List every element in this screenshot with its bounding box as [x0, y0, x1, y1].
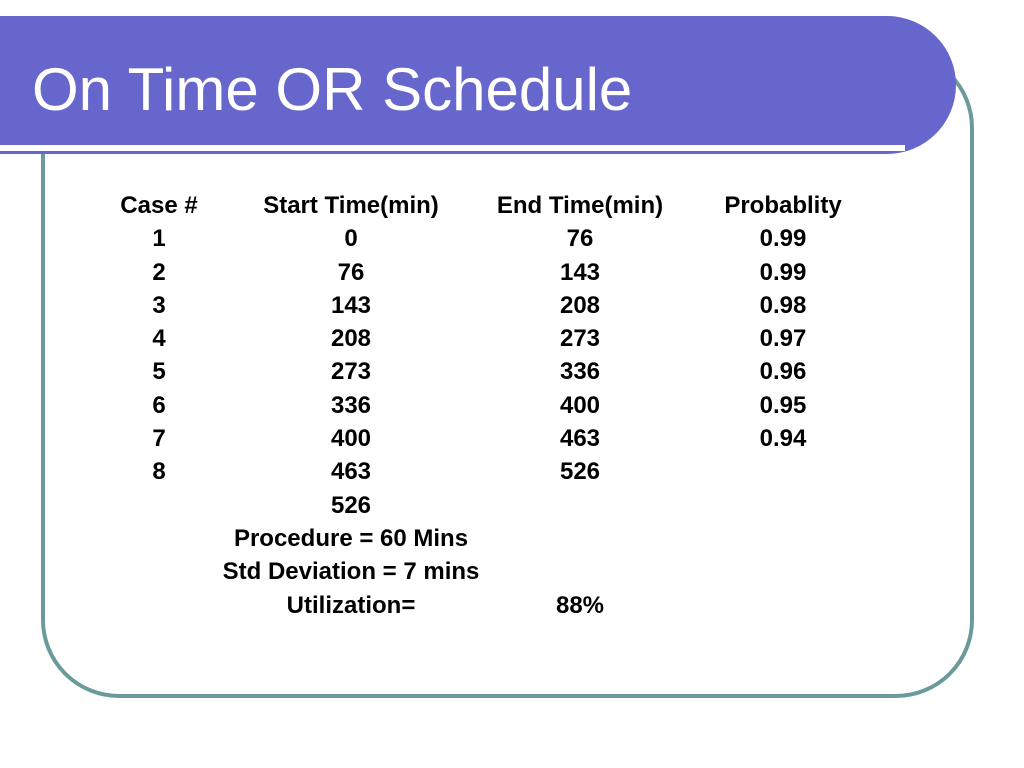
title-underline — [0, 145, 905, 151]
final-start-time: 526 — [330, 491, 372, 519]
end-time: 273 — [559, 325, 601, 353]
procedure-duration: Procedure = 60 Mins — [233, 524, 469, 552]
table-row — [100, 455, 880, 488]
start-time: 143 — [330, 291, 372, 319]
table-row — [100, 322, 880, 355]
header-case: Case # — [120, 192, 198, 219]
end-time: 336 — [559, 358, 601, 386]
probability: 0.96 — [759, 358, 807, 386]
start-time: 400 — [330, 425, 372, 453]
slide-title: On Time OR Schedule — [32, 56, 633, 123]
start-time: 208 — [330, 325, 372, 353]
case-number: 1 — [152, 225, 166, 253]
end-time: 463 — [559, 425, 601, 453]
case-number: 6 — [152, 391, 166, 419]
case-number: 7 — [152, 425, 166, 453]
utilization-label: Utilization= — [286, 591, 416, 619]
probability: 0.98 — [759, 291, 807, 319]
case-number: 3 — [152, 291, 166, 319]
end-time: 76 — [566, 225, 594, 253]
start-time: 336 — [330, 391, 372, 419]
start-time: 463 — [330, 458, 372, 486]
case-number: 4 — [152, 325, 166, 353]
end-time: 208 — [559, 291, 601, 319]
case-number: 5 — [152, 358, 166, 386]
start-time: 273 — [330, 358, 372, 386]
title-bar — [0, 16, 956, 154]
end-time: 143 — [559, 258, 601, 286]
probability: 0.99 — [759, 225, 807, 253]
probability: 0.97 — [759, 325, 807, 353]
end-time: 526 — [559, 458, 601, 486]
procedure-row — [100, 522, 880, 555]
case-number: 8 — [152, 458, 166, 486]
end-time: 400 — [559, 391, 601, 419]
table-row — [100, 256, 880, 289]
final-start-row — [100, 489, 880, 522]
start-time: 76 — [337, 258, 365, 286]
std-deviation: Std Deviation = 7 mins — [222, 558, 480, 586]
schedule-table — [100, 189, 880, 622]
header-end-time: End Time(min) — [496, 192, 664, 219]
table-row — [100, 389, 880, 422]
header-start-time: Start Time(min) — [263, 192, 439, 219]
utilization-value: 88% — [555, 591, 605, 619]
probability: 0.99 — [759, 258, 807, 286]
case-number: 2 — [152, 258, 166, 286]
table-row — [100, 222, 880, 255]
probability: 0.94 — [759, 425, 807, 453]
std-deviation-row — [100, 555, 880, 588]
utilization-row — [100, 589, 880, 622]
table-row — [100, 289, 880, 322]
start-time: 0 — [344, 225, 358, 253]
table-row — [100, 355, 880, 388]
table-header-row — [100, 189, 880, 222]
probability: 0.95 — [759, 391, 807, 419]
header-probability: Probablity — [724, 192, 842, 219]
table-row — [100, 422, 880, 455]
